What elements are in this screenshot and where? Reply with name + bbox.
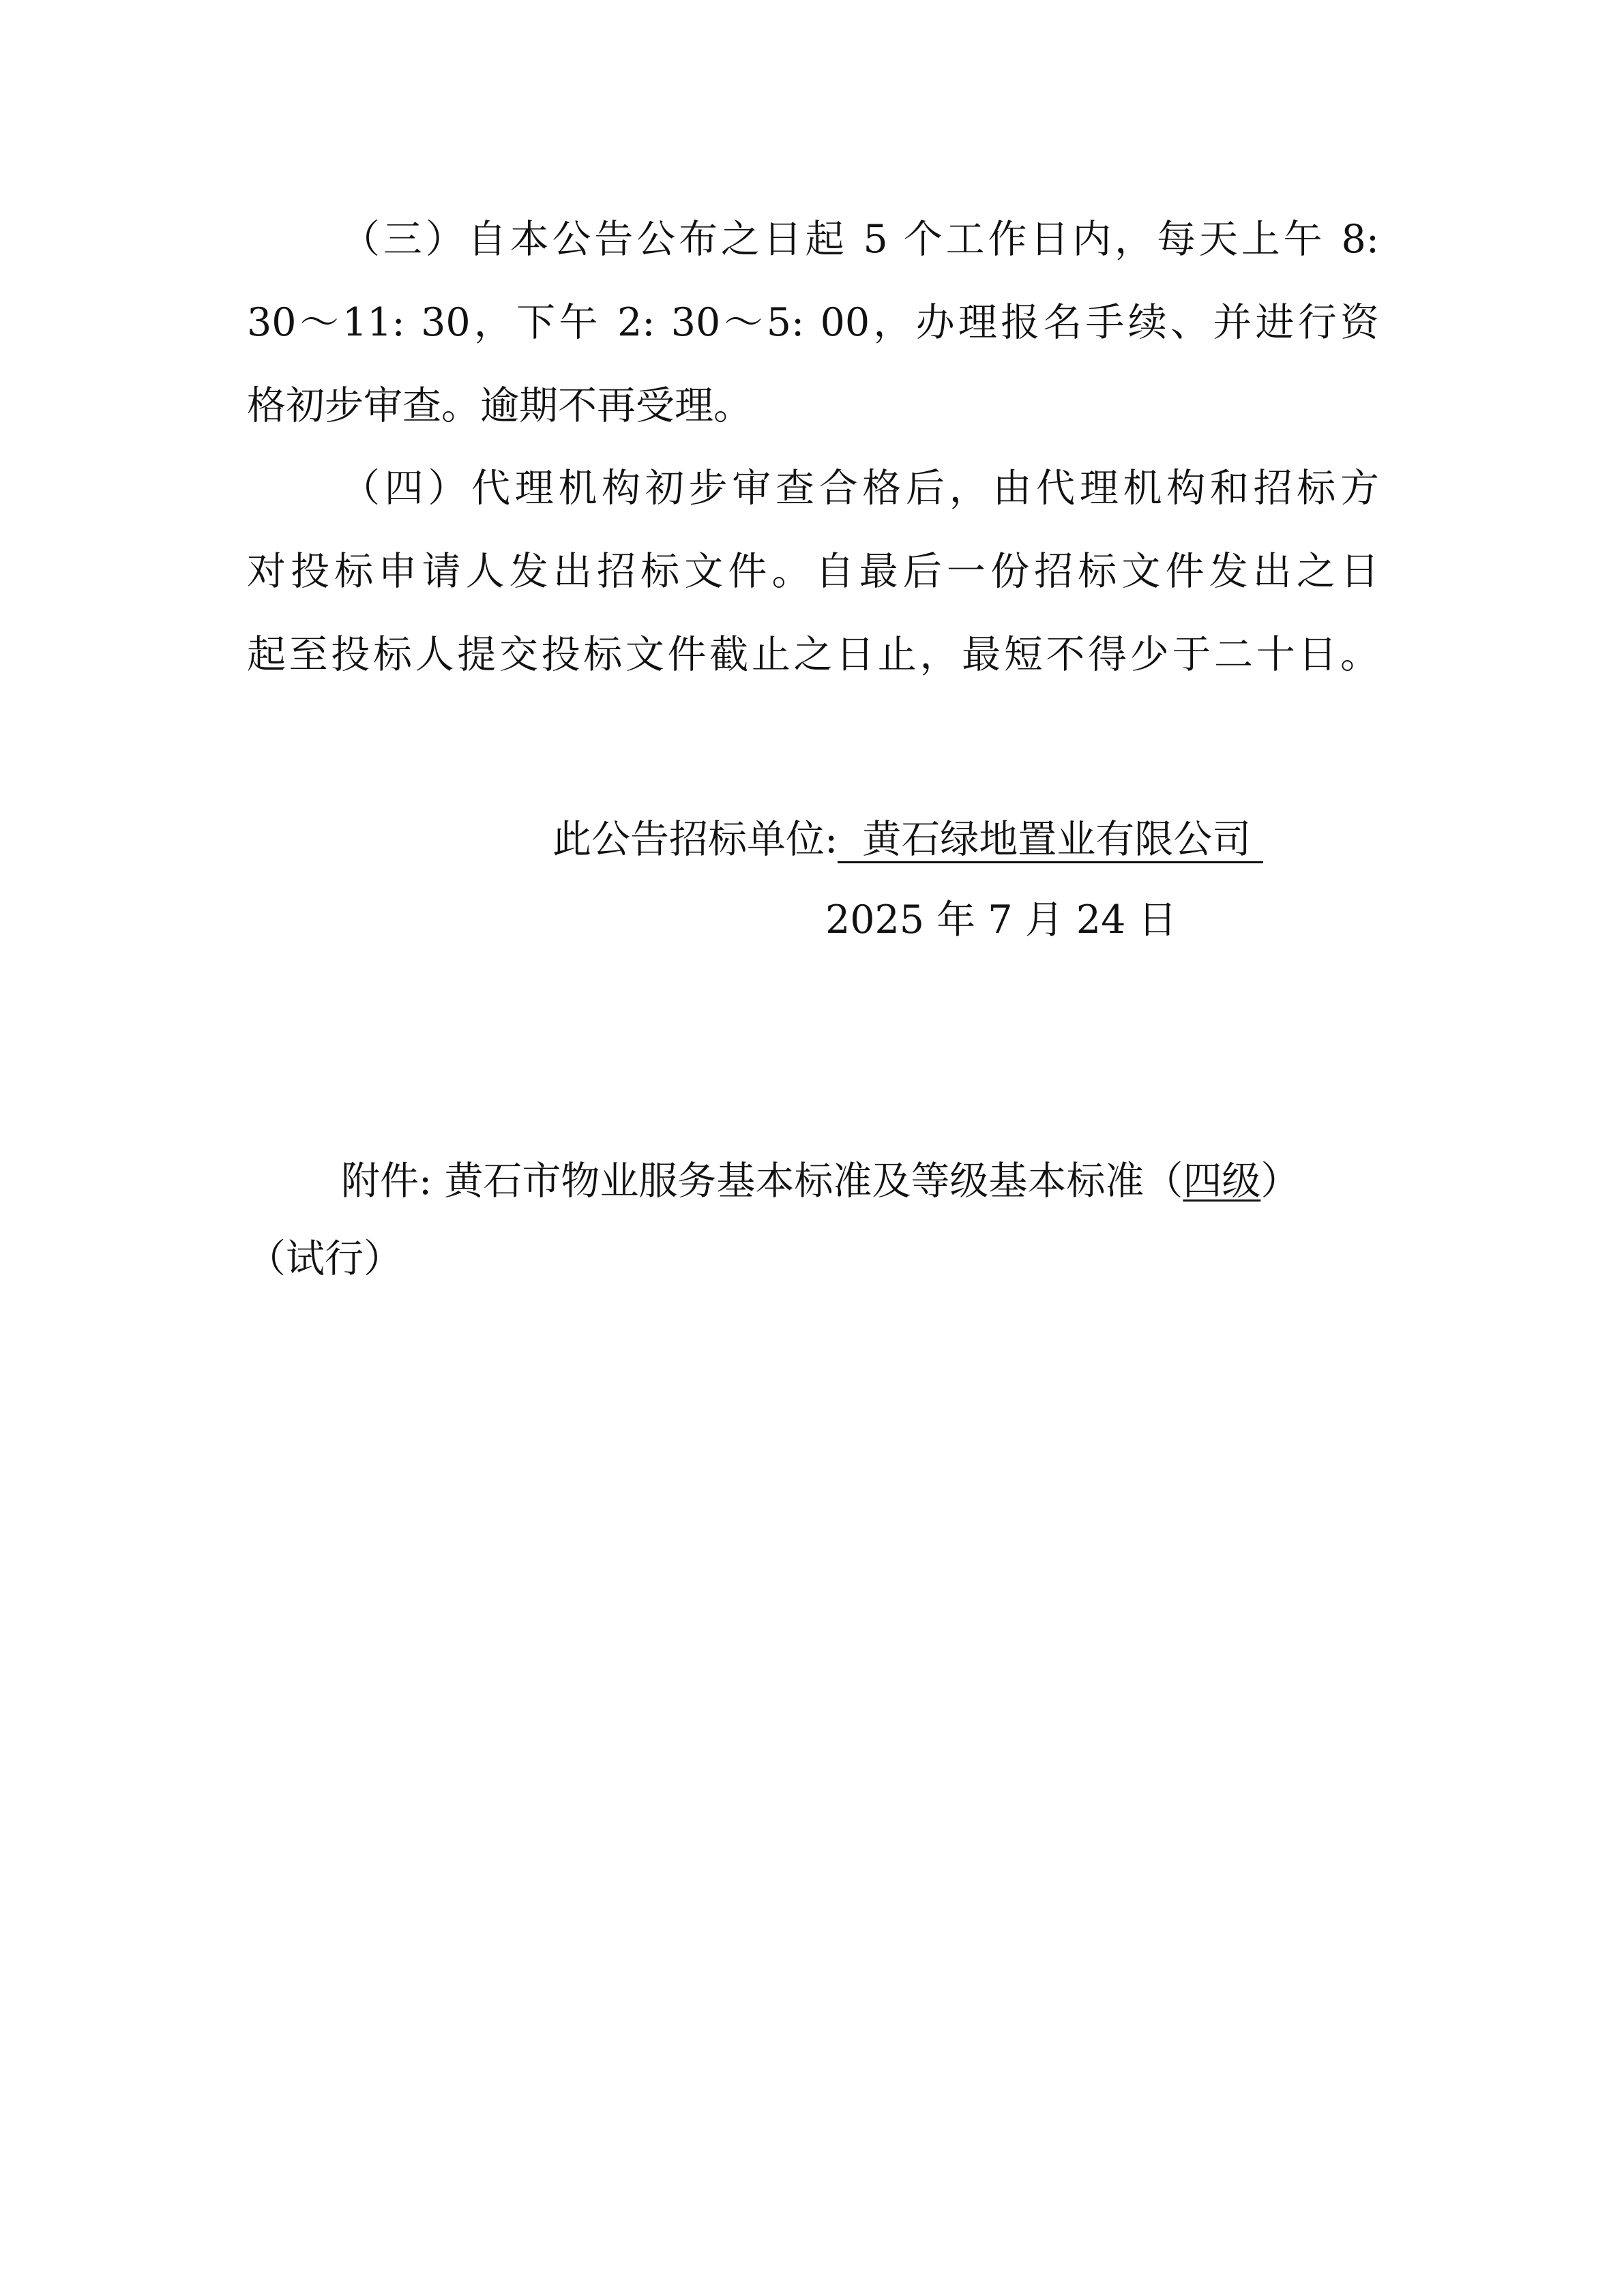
paragraph-3-line-1: （三）自本公告公布之日起 5 个工作日内，每天上午 8:: [341, 217, 1379, 262]
paragraph-4-line-2: 对投标申请人发出招标文件。自最后一份招标文件发出之日: [247, 549, 1379, 594]
paragraph-3-line-3: 格初步审查。逾期不再受理。: [247, 383, 752, 428]
paragraph-4-line-1: （四）代理机构初步审查合格后，由代理机构和招标方: [341, 466, 1379, 511]
signature-block: [552, 815, 1379, 864]
signature-label: 此公告招标单位:: [552, 817, 838, 862]
signature-date: 2025 年 7 月 24 日: [825, 897, 1177, 942]
attachment-suffix: ）: [1260, 1159, 1300, 1204]
paragraph-4-line-3: 起至投标人提交投标文件截止之日止，最短不得少于二十日。: [247, 632, 1379, 677]
paragraph-3-line-2: 30～11: 30，下午 2: 30～5: 00，办理报名手续、并进行资: [247, 300, 1379, 345]
attachment-level: 四级: [1183, 1159, 1261, 1204]
signature-company: 黄石绿地置业有限公司: [838, 818, 1263, 863]
attachment-line: [341, 1157, 1299, 1206]
attachment-continuation: （试行）: [247, 1236, 402, 1281]
attachment-prefix: 附件: 黄石市物业服务基本标准及等级基本标准（: [341, 1159, 1183, 1204]
